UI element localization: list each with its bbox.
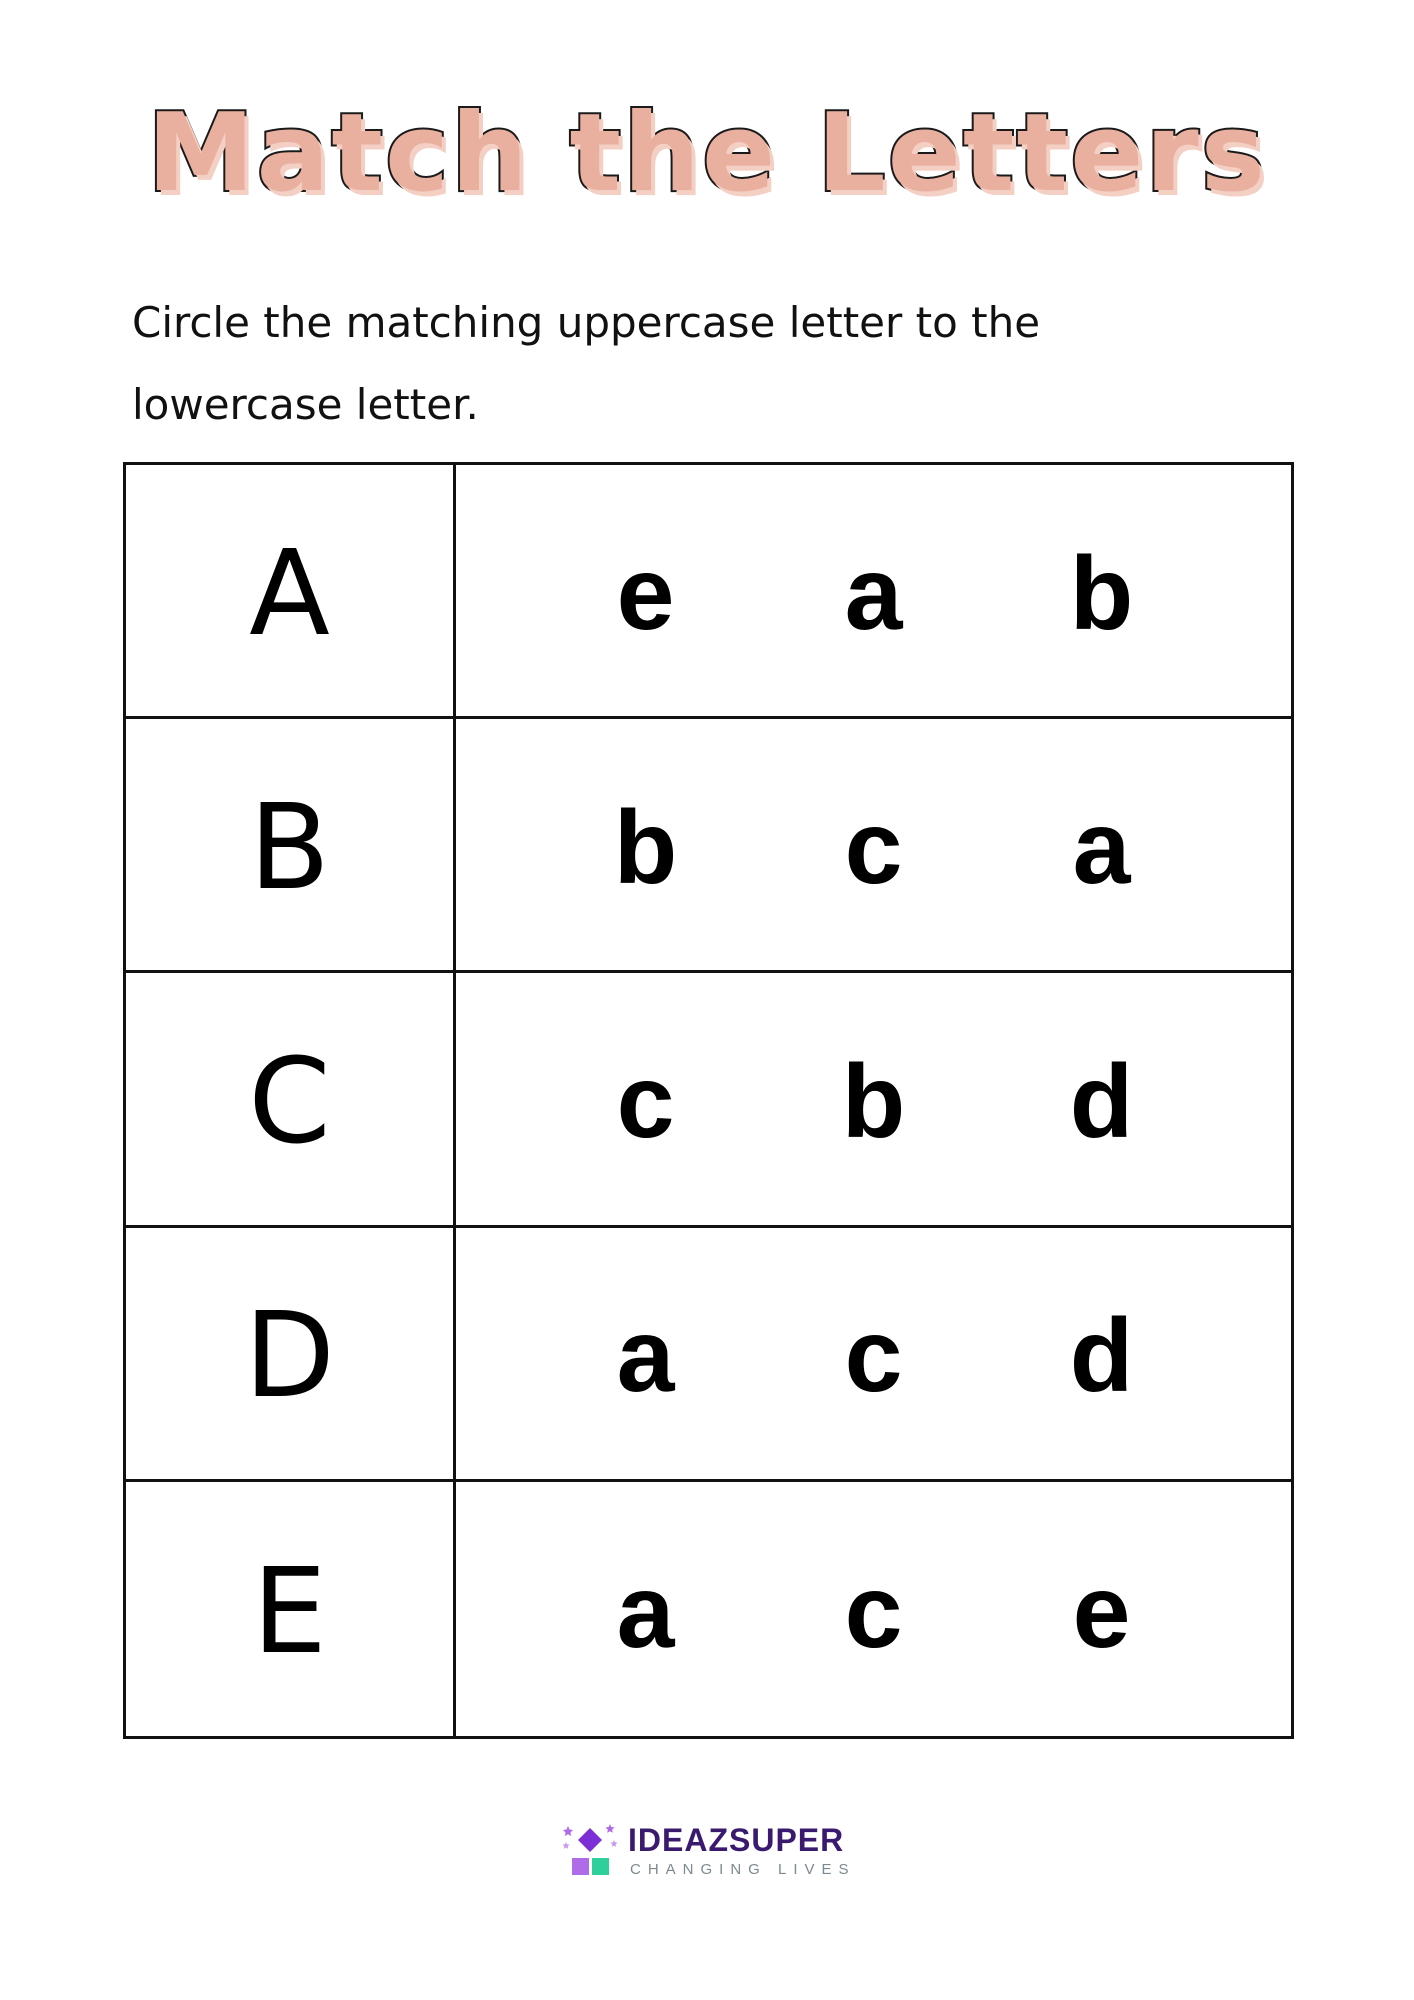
uppercase-cell [126, 465, 456, 719]
uppercase-cell [126, 1482, 456, 1736]
lowercase-option[interactable]: b [841, 1043, 906, 1160]
uppercase-letter: C [248, 1031, 331, 1170]
uppercase-cell [126, 973, 456, 1227]
lowercase-option[interactable]: a [1072, 789, 1131, 906]
lowercase-option[interactable]: a [616, 1298, 675, 1415]
options-cell [456, 973, 1291, 1227]
uppercase-letter: D [244, 1286, 335, 1425]
uppercase-cell [126, 1228, 456, 1482]
lowercase-option[interactable]: e [1072, 1553, 1131, 1670]
options-cell [456, 719, 1291, 973]
uppercase-cell [126, 719, 456, 973]
uppercase-letter: A [249, 523, 330, 662]
lowercase-option[interactable]: c [844, 1298, 903, 1415]
lowercase-option[interactable]: d [1069, 1298, 1134, 1415]
lowercase-option[interactable]: e [616, 535, 675, 652]
letter-match-table [123, 462, 1294, 1739]
brand-footer [560, 1820, 880, 1880]
instructions-text: Circle the matching uppercase letter to the lowercase letter. [132, 298, 1041, 429]
brand-name: IDEAZSUPER [628, 1822, 845, 1858]
lowercase-option[interactable]: c [844, 1553, 903, 1670]
lowercase-option[interactable]: c [616, 1043, 675, 1160]
lowercase-option[interactable]: a [844, 535, 903, 652]
lowercase-option[interactable]: c [844, 789, 903, 906]
options-cell [456, 1228, 1291, 1482]
uppercase-letter: E [252, 1541, 327, 1680]
uppercase-letter: B [249, 777, 330, 916]
worksheet-title: Match the Letters [147, 91, 1267, 216]
options-cell [456, 465, 1291, 719]
options-cell [456, 1482, 1291, 1736]
lowercase-option[interactable]: b [613, 789, 678, 906]
lowercase-option[interactable]: b [1069, 535, 1134, 652]
brand-tagline: CHANGING LIVES [630, 1861, 856, 1878]
ideazsuper-logo-icon [560, 1820, 620, 1880]
lowercase-option[interactable]: a [616, 1553, 675, 1670]
lowercase-option[interactable]: d [1069, 1043, 1134, 1160]
